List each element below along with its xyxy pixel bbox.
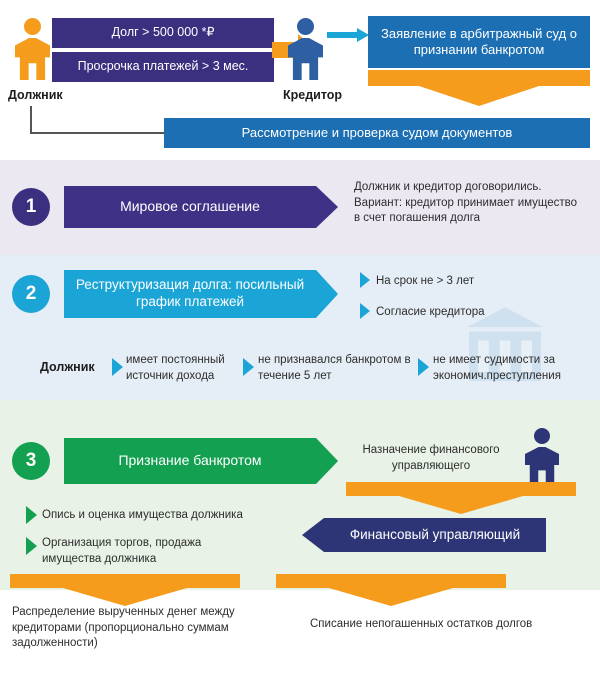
step-1-note: Должник и кредитор договорились. Вариант: кредитор принимает имущество в счет погашения долга — [354, 181, 578, 225]
arrow-creditor-to-application — [327, 28, 369, 42]
step-3-number-text: 3 — [25, 450, 37, 471]
condition-overdue-box — [52, 52, 274, 82]
step-2-cond-2: Согласие кредитора — [376, 306, 485, 318]
step-2-number — [12, 275, 50, 313]
condition-debt-box — [52, 18, 274, 48]
step-2-cond-1: На срок не > 3 лет — [376, 275, 475, 287]
arrow-appoint-to-manager — [346, 482, 576, 514]
step-2-number-text: 2 — [25, 283, 37, 304]
debtor-person-icon — [12, 18, 52, 80]
connector-debtor-vertical — [30, 106, 32, 133]
step-3-task-1-bullet-icon — [26, 506, 37, 524]
manager-box — [324, 518, 546, 552]
arrow-to-writeoff — [276, 574, 506, 606]
step-1-title-box — [64, 186, 316, 228]
arrow-to-distribution — [10, 574, 240, 606]
step-2-cond-2-bullet-icon — [360, 303, 370, 319]
step-2-req-3-bullet-icon — [418, 358, 429, 376]
step-3-title: Признание банкротом — [118, 452, 262, 469]
arrow-application-to-review — [368, 70, 590, 106]
step-3-title-box — [64, 438, 316, 484]
review-box — [164, 118, 590, 148]
condition-overdue-text: Просрочка платежей > 3 мес. — [77, 59, 249, 74]
step-3-number — [12, 442, 50, 480]
step-2-req-2-bullet-icon — [243, 358, 254, 376]
step-2-req-1: имеет постоянный источник дохода — [126, 354, 225, 382]
debtor-label: Должник — [8, 88, 63, 102]
manager-box-arrow-head — [302, 518, 324, 552]
step-2-req-2: не признавался банкротом в течение 5 лет — [258, 354, 411, 382]
application-text: Заявление в арбитражный суд о признании банкротом — [380, 25, 577, 57]
bottom-right-text: Списание непогашенных остатков долгов — [310, 618, 533, 630]
step-2-title: Реструктуризация долга: посильный график платежей — [75, 277, 305, 309]
creditor-person-icon — [285, 18, 325, 80]
step-1-number — [12, 188, 50, 226]
step-3-task-2: Организация торгов, продажа имущества должника — [42, 537, 202, 565]
step-2-debtor-label: Должник — [40, 360, 95, 374]
step-1-title: Мировое соглашение — [120, 198, 260, 215]
step-2-arrow-head — [316, 270, 338, 318]
step-1-number-text: 1 — [25, 196, 37, 217]
step-3-task-1: Опись и оценка имущества должника — [42, 509, 243, 521]
review-text: Рассмотрение и проверка судом документов — [241, 124, 513, 140]
application-box — [368, 16, 590, 68]
bottom-left-text: Распределение вырученных денег между кредиторами (пропорционально суммам задолженности) — [12, 606, 235, 650]
step-2-req-1-bullet-icon — [112, 358, 123, 376]
step-2-cond-1-bullet-icon — [360, 272, 370, 288]
step-3-appoint: Назначение финансового управляющего — [362, 444, 500, 472]
step-2-title-box — [64, 270, 316, 318]
step-3-arrow-head — [316, 438, 338, 484]
manager-text: Финансовый управляющий — [349, 526, 521, 542]
step-2-req-3: не имеет судимости за экономич.преступления — [433, 354, 561, 382]
step-1-arrow-head — [316, 186, 338, 228]
condition-debt-text: Долг > 500 000 *₽ — [111, 25, 215, 40]
step-3-task-2-bullet-icon — [26, 537, 37, 555]
connector-debtor-horizontal — [30, 132, 165, 134]
creditor-label: Кредитор — [283, 88, 343, 102]
financial-manager-person-icon — [522, 428, 562, 486]
